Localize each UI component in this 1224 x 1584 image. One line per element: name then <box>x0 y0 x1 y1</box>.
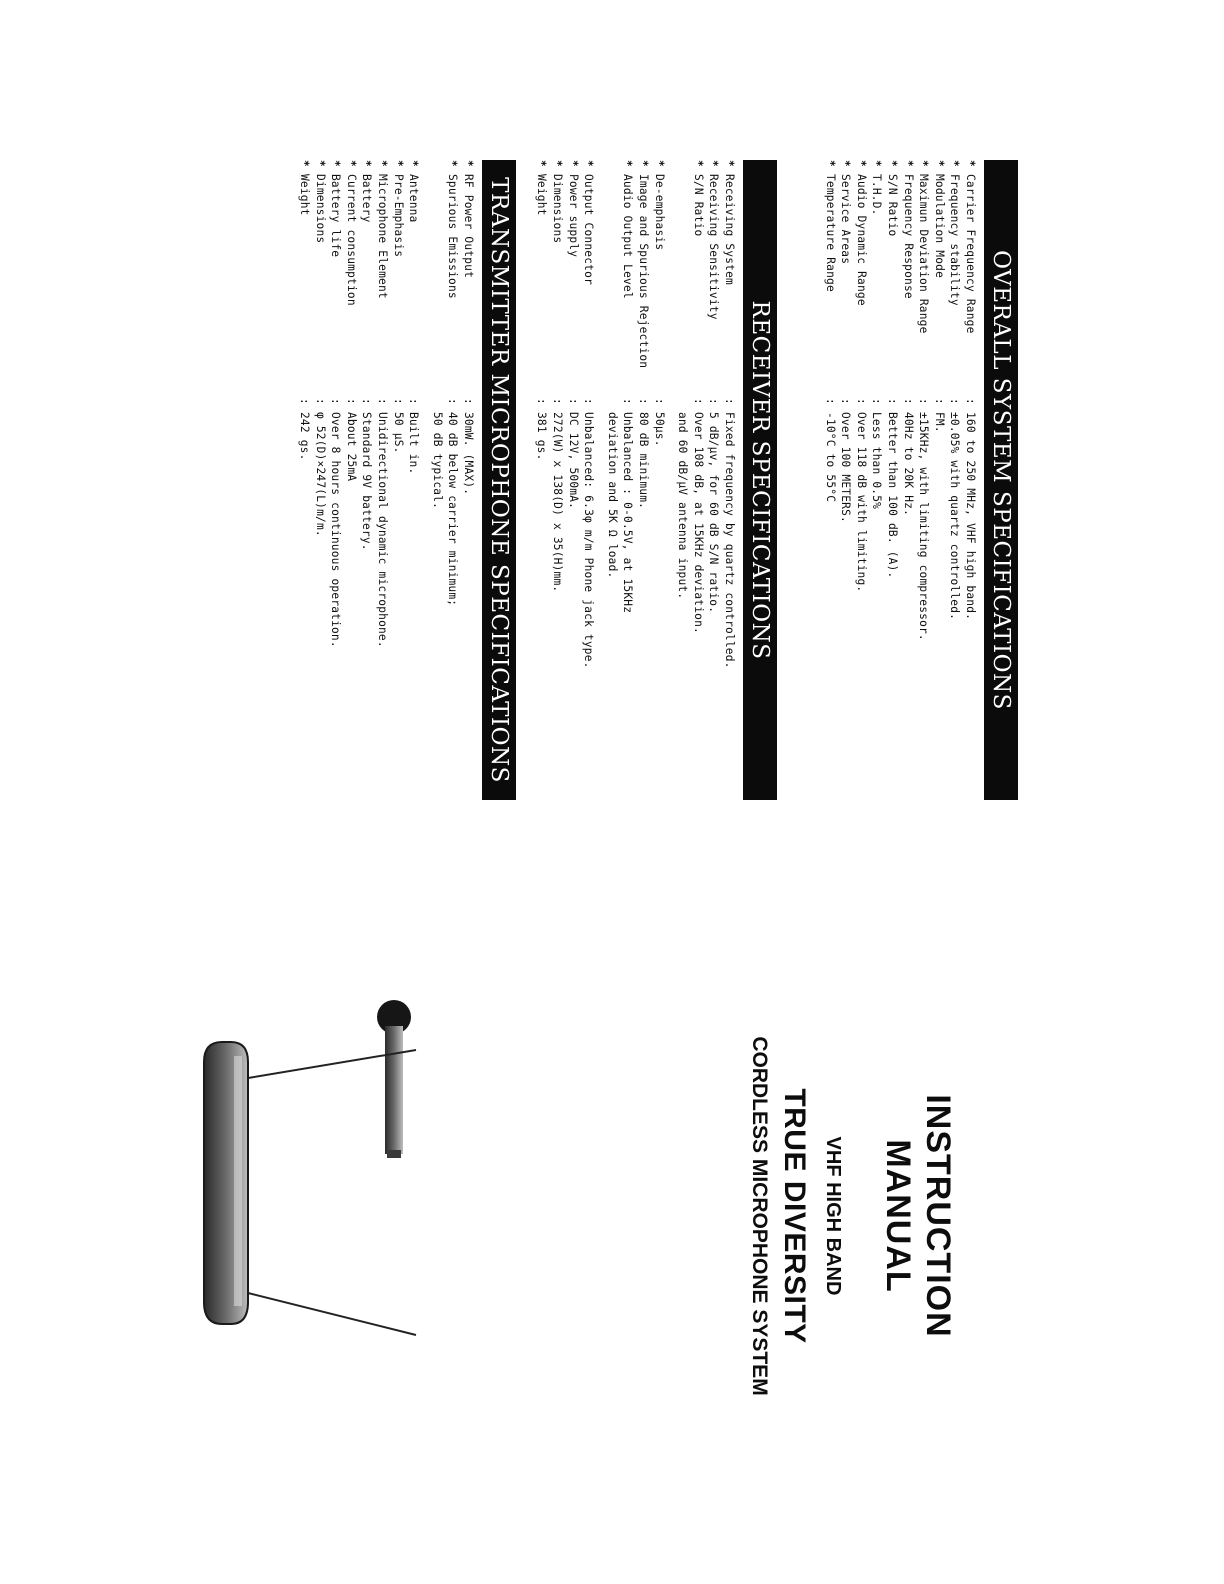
spec-label: S/N Ratio <box>886 174 900 237</box>
spec-row <box>690 160 706 800</box>
separator-colon: : <box>839 398 853 405</box>
spec-value: Unbalanced : 0-0.5V, at 15KHz <box>621 412 635 614</box>
spec-value: ±15KHz, with limiting compressor. <box>917 412 931 641</box>
spec-label: Audio Dynamic Range <box>854 174 868 306</box>
spec-value: 50 dB typical. <box>430 412 444 510</box>
spec-label: Power supply <box>566 174 580 258</box>
separator-colon: : <box>360 398 374 405</box>
row-gap <box>667 160 675 800</box>
separator-colon: : <box>551 398 565 405</box>
overall-system-specifications <box>822 160 1018 800</box>
cover-system-name: CORDLESS MICROPHONE SYSTEM <box>748 1036 771 1396</box>
spec-row <box>460 160 476 800</box>
separator-colon: : <box>901 398 915 405</box>
bullet-marker: * <box>948 160 962 167</box>
separator-colon: : <box>391 398 405 405</box>
spec-row <box>869 160 885 800</box>
spec-label: Frequency stability <box>948 174 962 306</box>
spec-row <box>620 160 636 800</box>
spec-label: Modulation Mode <box>932 174 946 279</box>
spec-row <box>343 160 359 800</box>
spec-label: Image and Spurious Rejection <box>637 174 651 369</box>
spec-value: Unidirectional dynamic microphone. <box>376 412 390 648</box>
spec-label <box>604 174 620 398</box>
spec-value: 5 dB/μv, for 60 dB S/N ratio. <box>707 412 721 614</box>
spec-row <box>406 160 422 800</box>
separator-colon: : <box>298 398 312 405</box>
row-gap <box>596 160 604 800</box>
spec-row <box>838 160 854 800</box>
receiver-unit-icon <box>204 1042 416 1335</box>
transmitter-specs-list <box>296 160 476 800</box>
spec-value: FM. <box>932 412 946 433</box>
spec-value: 80 dB minimum. <box>637 412 651 510</box>
bullet-marker: * <box>313 160 327 167</box>
bullet-marker: * <box>886 160 900 167</box>
spec-label: Dimensions <box>551 174 565 244</box>
bullet-marker: * <box>964 160 977 167</box>
spec-row <box>312 160 328 800</box>
spec-row <box>884 160 900 800</box>
separator-colon: : <box>621 398 635 405</box>
spec-label: De-emphasis <box>652 174 666 251</box>
spec-value: About 25mA <box>344 412 358 482</box>
spec-label <box>675 174 691 398</box>
separator-colon: : <box>652 398 666 405</box>
spec-row <box>534 160 550 800</box>
separator-colon: : <box>344 398 358 405</box>
spec-label: Temperature Range <box>823 174 837 292</box>
spec-label: Antenna <box>407 174 421 223</box>
transmitter-microphone-specifications <box>296 160 516 800</box>
spec-row <box>429 160 445 800</box>
spec-row <box>581 160 597 800</box>
spec-row <box>853 160 869 800</box>
spec-row <box>604 160 620 800</box>
spec-label: Service Areas <box>839 174 853 265</box>
spec-label: Microphone Element <box>376 174 390 299</box>
bullet-marker: * <box>917 160 931 167</box>
separator-colon: : <box>854 398 868 405</box>
row-gap <box>421 160 429 800</box>
spec-label <box>429 174 445 398</box>
separator-colon <box>604 398 620 412</box>
separator-colon: : <box>407 398 421 405</box>
separator-colon: : <box>691 398 705 405</box>
microphone-icon <box>377 1000 411 1158</box>
separator-colon: : <box>886 398 900 405</box>
bullet-marker: * <box>823 160 837 167</box>
spec-label: Dimensions <box>313 174 327 244</box>
separator-colon: : <box>535 398 549 405</box>
separator-colon: : <box>917 398 931 405</box>
spec-value: φ 52(D)×247(L)m/m. <box>313 412 327 537</box>
bullet-marker: * <box>298 160 312 167</box>
spec-value: ±0.05% with quartz controlled. <box>948 412 962 621</box>
cover-title-block <box>747 1006 958 1426</box>
spec-row <box>445 160 461 800</box>
bullet-marker: * <box>551 160 565 167</box>
bullet-marker: * <box>566 160 580 167</box>
spec-label: Frequency Response <box>901 174 915 299</box>
spec-value: -10°C to 55°C <box>823 412 837 503</box>
bullet-marker: * <box>344 160 358 167</box>
spec-label: T.H.D. <box>870 174 884 216</box>
spec-value: 30mW. (MAX). <box>462 412 475 496</box>
bullet-marker: * <box>582 160 596 167</box>
spec-label: Pre-Emphasis <box>391 174 405 258</box>
separator-colon: : <box>637 398 651 405</box>
separator-colon: : <box>948 398 962 405</box>
spec-row <box>359 160 375 800</box>
spec-value: Unbalanced: 6.3φ m/m Phone jack type. <box>582 412 596 669</box>
product-illustration <box>54 990 434 1390</box>
spec-value: 160 to 250 MHz, VHF high band. <box>964 412 977 621</box>
spec-label: Weight <box>298 174 312 216</box>
bullet-marker: * <box>691 160 705 167</box>
spec-row <box>916 160 932 800</box>
spec-value: 40Hz to 20K Hz. <box>901 412 915 517</box>
spec-row <box>721 160 737 800</box>
spec-row <box>706 160 722 800</box>
spec-label: Current consumption <box>344 174 358 306</box>
spec-value: Over 8 hours continuous operation. <box>329 412 343 648</box>
spec-row <box>651 160 667 800</box>
bullet-marker: * <box>621 160 635 167</box>
spec-label: Output Connector <box>582 174 596 285</box>
spec-label: RF Power Output <box>462 174 475 279</box>
spec-row <box>900 160 916 800</box>
separator-colon: : <box>707 398 721 405</box>
spec-row <box>635 160 651 800</box>
bullet-marker: * <box>707 160 721 167</box>
spec-value: Fixed frequency by quartz controlled. <box>723 412 736 669</box>
spec-value: 242 gs. <box>298 412 312 461</box>
spec-value: Standard 9V battery. <box>360 412 374 551</box>
receiver-specifications <box>534 160 777 800</box>
spec-value: 381 gs. <box>535 412 549 461</box>
separator-colon: : <box>932 398 946 405</box>
separator-colon: : <box>823 398 837 405</box>
spec-value: Better than 100 dB. (A). <box>886 412 900 579</box>
spec-row <box>822 160 838 800</box>
bullet-marker: * <box>652 160 666 167</box>
spec-row <box>390 160 406 800</box>
spec-row <box>328 160 344 800</box>
spec-row <box>549 160 565 800</box>
spec-label: Spurious Emissions <box>446 174 460 299</box>
bullet-marker: * <box>870 160 884 167</box>
spec-label: Audio Output Level <box>621 174 635 299</box>
bullet-marker: * <box>462 160 475 167</box>
spec-row <box>947 160 963 800</box>
bullet-marker: * <box>901 160 915 167</box>
spec-row <box>565 160 581 800</box>
bullet-marker: * <box>839 160 853 167</box>
bullet-marker: * <box>535 160 549 167</box>
separator-colon: : <box>313 398 327 405</box>
spec-row <box>931 160 947 800</box>
receiver-specs-list <box>534 160 737 800</box>
spec-label: Carrier Frequency Range <box>964 174 977 334</box>
bullet-marker: * <box>854 160 868 167</box>
spec-value: Over 118 dB with limiting. <box>854 412 868 593</box>
spec-value: deviation and 5K Ω load. <box>605 412 619 579</box>
bullet-marker <box>604 160 620 174</box>
receiver-specs-heading: RECEIVER SPECIFICATIONS <box>743 160 777 800</box>
spec-row <box>962 160 978 800</box>
bullet-marker: * <box>637 160 651 167</box>
spec-label: Battery life <box>329 174 343 258</box>
spec-value: Built in. <box>407 412 421 475</box>
bullet-marker: * <box>391 160 405 167</box>
bullet-marker <box>429 160 445 174</box>
spec-value: 50 μS. <box>391 412 405 454</box>
spec-label: S/N Ratio <box>691 174 705 237</box>
spec-value: Over 108 dB, at 15KHz deviation. <box>691 412 705 634</box>
separator-colon: : <box>462 398 475 405</box>
spec-value: DC 12V, 500mA. <box>566 412 580 510</box>
bullet-marker: * <box>329 160 343 167</box>
spec-row <box>374 160 390 800</box>
bullet-marker: * <box>723 160 736 167</box>
cover-band: VHF HIGH BAND <box>822 1136 844 1296</box>
transmitter-specs-heading: TRANSMITTER MICROPHONE SPECIFICATIONS <box>482 160 516 800</box>
overall-specs-list <box>822 160 978 800</box>
separator-colon <box>675 398 691 412</box>
spec-value: Over 100 METERS. <box>839 412 853 523</box>
separator-colon: : <box>870 398 884 405</box>
spec-value: 272(W) x 138(D) x 35(H)mm. <box>551 412 565 593</box>
cover-title-line-2: MANUAL <box>879 1139 917 1293</box>
spec-label: Maximun Deviation Range <box>917 174 931 334</box>
spec-value: 50μs. <box>652 412 666 447</box>
separator-colon <box>429 398 445 412</box>
bullet-marker <box>675 160 691 174</box>
spec-label: Receiving Sensitivity <box>707 174 721 320</box>
cover-subtitle: TRUE DIVERSITY <box>778 1088 811 1344</box>
cover-title-line-1: INSTRUCTION <box>919 1094 957 1338</box>
separator-colon: : <box>329 398 343 405</box>
separator-colon: : <box>446 398 460 405</box>
bullet-marker: * <box>932 160 946 167</box>
overall-specs-heading: OVERALL SYSTEM SPECIFICATIONS <box>984 160 1018 800</box>
spec-label: Weight <box>535 174 549 216</box>
separator-colon: : <box>582 398 596 405</box>
separator-colon: : <box>723 398 736 405</box>
separator-colon: : <box>566 398 580 405</box>
separator-colon: : <box>964 398 977 405</box>
spec-row <box>296 160 312 800</box>
bullet-marker: * <box>407 160 421 167</box>
separator-colon: : <box>376 398 390 405</box>
bullet-marker: * <box>446 160 460 167</box>
spec-value: 40 dB below carrier minimum; <box>446 412 460 607</box>
spec-label: Battery <box>360 174 374 223</box>
spec-value: Less than 0.5% <box>870 412 884 510</box>
spec-label: Receiving System <box>723 174 736 285</box>
bullet-marker: * <box>376 160 390 167</box>
bullet-marker: * <box>360 160 374 167</box>
spec-row <box>675 160 691 800</box>
spec-value: and 60 dB/μV antenna input. <box>676 412 690 600</box>
